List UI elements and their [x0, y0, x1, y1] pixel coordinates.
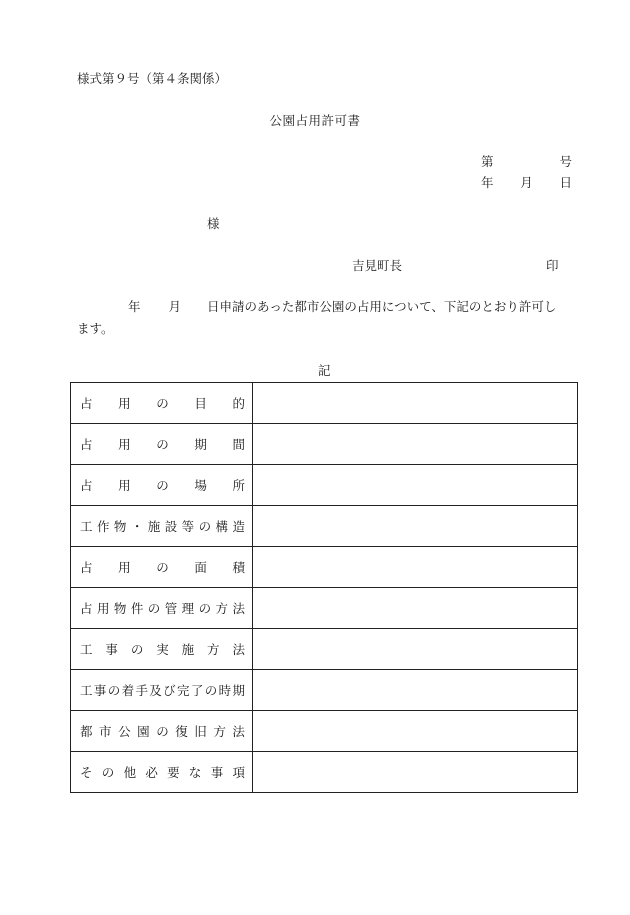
label-char: 用	[118, 478, 131, 493]
label-char: の	[198, 601, 212, 616]
label-char: 期	[232, 683, 245, 698]
row-label	[80, 476, 245, 494]
row-label	[80, 517, 245, 535]
label-char: 面	[194, 560, 207, 575]
label-char: 完	[177, 683, 190, 698]
row-label-cell	[71, 629, 253, 670]
issuer-title: 吉見町長	[352, 258, 403, 273]
label-char: 間	[232, 437, 245, 452]
label-char: 工	[80, 642, 93, 657]
label-char: 構	[215, 519, 229, 534]
table-row	[71, 547, 578, 588]
label-char: の	[156, 724, 169, 739]
row-value-cell[interactable]	[253, 547, 578, 588]
label-char: 了	[190, 683, 204, 698]
label-char: 造	[232, 519, 245, 534]
label-char: 法	[232, 601, 245, 616]
label-char: の	[107, 683, 121, 698]
row-label-cell	[71, 424, 253, 465]
row-value-cell[interactable]	[253, 506, 578, 547]
row-label	[80, 558, 245, 576]
table-row	[71, 670, 578, 711]
date-month: 月	[520, 175, 533, 190]
label-char: 時	[218, 683, 232, 698]
label-char: 用	[96, 601, 110, 616]
label-char: 法	[232, 642, 245, 657]
label-char: 占	[80, 478, 93, 493]
label-char: 用	[118, 560, 131, 575]
label-char: 事	[93, 683, 107, 698]
label-char: 市	[99, 724, 112, 739]
row-label-cell	[71, 506, 253, 547]
label-char: 及	[149, 683, 162, 698]
details-table	[70, 382, 578, 793]
label-char: 占	[80, 396, 93, 411]
label-char: の	[198, 519, 212, 534]
label-char: の	[204, 683, 218, 698]
table-row	[71, 711, 578, 752]
label-char: 園	[137, 724, 150, 739]
label-char: の	[156, 560, 169, 575]
label-char: 旧	[194, 724, 207, 739]
label-char: の	[156, 396, 169, 411]
document-title: 公園占用許可書	[269, 113, 361, 128]
form-number: 様式第９号（第４条関係）	[77, 71, 228, 86]
table-row	[71, 588, 578, 629]
label-char: そ	[80, 765, 93, 780]
label-char: 方	[215, 601, 229, 616]
label-char: 積	[232, 560, 245, 575]
label-char: 事	[210, 765, 224, 780]
label-char: 的	[232, 396, 245, 411]
label-char: 施	[147, 519, 161, 534]
label-char: 工	[80, 683, 93, 698]
label-char: 方	[213, 724, 226, 739]
label-char: 要	[167, 765, 180, 780]
body-year: 年	[128, 299, 141, 314]
label-char: 期	[194, 437, 207, 452]
row-label	[80, 763, 245, 781]
body-text-rest: 日申請のあった都市公園の占用について、下記のとおり許可し	[207, 299, 557, 314]
row-value-cell[interactable]	[253, 588, 578, 629]
label-char: 占	[80, 437, 93, 452]
label-char: 占	[80, 601, 93, 616]
label-char: 物	[113, 601, 127, 616]
row-label-cell	[71, 588, 253, 629]
label-char: 方	[207, 642, 220, 657]
label-char: 実	[156, 642, 169, 657]
table-row	[71, 752, 578, 793]
row-value-cell[interactable]	[253, 670, 578, 711]
label-char: 所	[232, 478, 245, 493]
label-char: 事	[105, 642, 118, 657]
label-char: 必	[145, 765, 158, 780]
table-row	[71, 629, 578, 670]
row-label-cell	[71, 752, 253, 793]
date-day: 日	[559, 175, 572, 190]
label-char: 設	[164, 519, 178, 534]
label-char: 他	[123, 765, 137, 780]
row-label-cell	[71, 383, 253, 424]
table-row	[71, 465, 578, 506]
label-char: 公	[118, 724, 131, 739]
row-label	[80, 394, 245, 412]
label-char: な	[188, 765, 202, 780]
label-char: 等	[181, 519, 195, 534]
table-row	[71, 506, 578, 547]
row-label	[80, 681, 245, 699]
label-char: の	[130, 642, 144, 657]
ki-heading: 記	[318, 363, 331, 378]
label-char: び	[163, 683, 176, 698]
row-label-cell	[71, 465, 253, 506]
seal-mark: 印	[546, 258, 559, 273]
date-year: 年	[481, 175, 494, 190]
body-text-line-1	[128, 297, 556, 315]
row-value-cell[interactable]	[253, 424, 578, 465]
row-value-cell[interactable]	[253, 752, 578, 793]
issue-date-line	[481, 173, 572, 191]
label-char: 工	[80, 519, 93, 534]
number-suffix: 号	[559, 154, 572, 169]
table-row	[71, 383, 578, 424]
label-char: 復	[175, 724, 188, 739]
row-value-cell[interactable]	[253, 383, 578, 424]
row-label	[80, 435, 245, 453]
row-label-cell	[71, 547, 253, 588]
label-char: 理	[181, 601, 195, 616]
label-char: 作	[96, 519, 110, 534]
label-char: の	[156, 437, 169, 452]
row-value-cell[interactable]	[253, 629, 578, 670]
label-char: 件	[130, 601, 144, 616]
body-month: 月	[168, 299, 182, 314]
label-char: 着	[121, 683, 135, 698]
label-char: の	[101, 765, 115, 780]
number-prefix: 第	[481, 154, 494, 169]
label-char: 施	[181, 642, 195, 657]
row-label	[80, 599, 245, 617]
row-value-cell[interactable]	[253, 465, 578, 506]
label-char: 目	[194, 396, 207, 411]
row-label	[80, 640, 245, 658]
label-char: 占	[80, 560, 93, 575]
label-char: ・	[130, 519, 144, 534]
label-char: 管	[164, 601, 178, 616]
label-char: 場	[194, 478, 207, 493]
details-table-body	[71, 383, 578, 793]
row-label-cell	[71, 711, 253, 752]
recipient-honorific: 様	[207, 216, 220, 231]
label-char: 物	[113, 519, 127, 534]
row-label-cell	[71, 670, 253, 711]
row-label	[80, 722, 245, 740]
label-char: 用	[118, 437, 131, 452]
label-char: の	[147, 601, 161, 616]
label-char: の	[156, 478, 169, 493]
label-char: 項	[232, 765, 245, 780]
label-char: 手	[135, 683, 148, 698]
label-char: 法	[232, 724, 245, 739]
label-char: 都	[80, 724, 93, 739]
label-char: 用	[118, 396, 131, 411]
permit-number-line	[481, 152, 572, 170]
body-text-line-2: ます。	[77, 321, 114, 336]
table-row	[71, 424, 578, 465]
row-value-cell[interactable]	[253, 711, 578, 752]
